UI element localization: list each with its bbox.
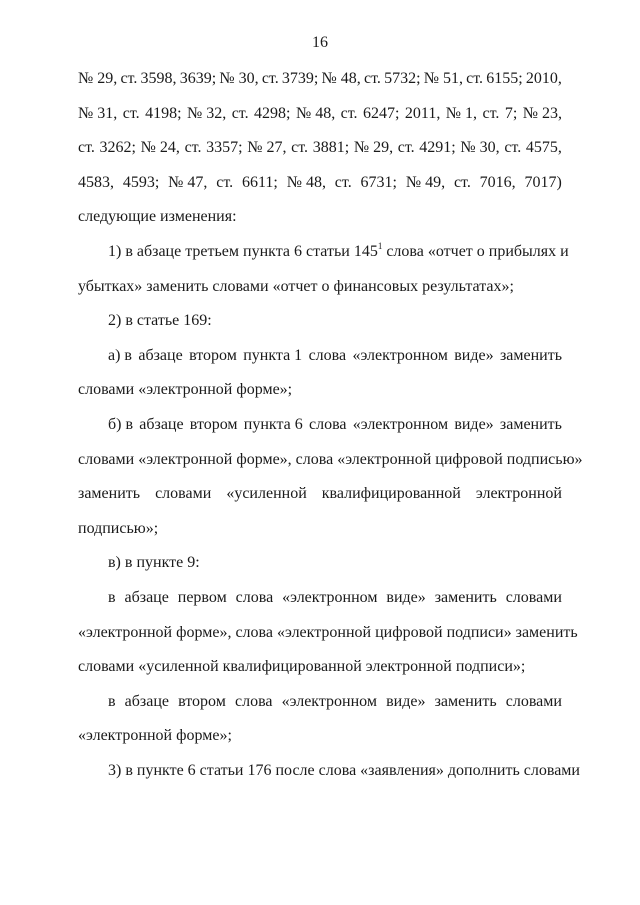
word: 4198; [145,104,182,122]
word: 4575, [525,139,562,157]
word: слова [308,346,347,364]
word: ст. [397,139,415,157]
word: б) в [108,415,134,433]
text-line: 2) в статье 169: [108,312,212,330]
word: 6731; [360,173,397,191]
word: 6247; [363,104,400,122]
document-body [78,68,583,794]
word: а) в [108,346,132,364]
word: «электронном [281,692,377,710]
word: словами [155,485,212,503]
word: 7; [504,104,518,122]
word: 3598, [140,70,177,87]
text-line: убытках» заменить словами «отчет о финансовых результатах»; [78,277,514,295]
word: ст. [291,139,309,157]
word: 4583, [78,173,114,191]
word: заменить [499,415,562,433]
word: № 32, [186,104,227,122]
text-line: словами «электронной форме», слова «электронной цифровой подписью» [78,450,583,468]
word: ст. [466,70,484,87]
word: абзаце [138,346,183,364]
word: ст. [504,139,522,157]
line-text: 1) в абзаце третьем пункта 6 статьи 145 [108,242,378,260]
word: ст. [261,70,279,87]
text-line [78,240,569,276]
word: № 31, [78,104,118,122]
word: № 51, [423,70,463,87]
word: № 48, [286,173,326,191]
word: ст. [340,104,358,122]
word: 7016, [479,173,516,191]
text-line [78,691,562,726]
word: пункта 6 [243,415,303,433]
text-line: словами «электронной форме»; [78,381,293,399]
word: 7017) [524,173,562,191]
word: втором [189,415,238,433]
word: словами [505,692,562,710]
word: заменить [78,485,141,503]
word: 6611; [241,173,278,191]
word: 4298; [254,104,291,122]
text-line [78,68,562,103]
text-line: 3) в пункте 6 статьи 176 после слова «заявления» дополнить словами [108,761,580,779]
superscript: 1 [377,240,383,251]
word: ст. [120,70,138,87]
word: 5732; [384,70,421,87]
word: № 29, [353,139,394,157]
word: ст. [216,173,234,191]
word: № 30, [460,139,500,157]
text-line [78,103,562,138]
word: пункта 1 [243,346,303,364]
word: 4291; [419,139,456,157]
line-text: слова «отчет о прибылях и [382,242,569,260]
word: 3739; [281,70,319,87]
word: № 48, [295,104,336,122]
word: ст. [78,139,95,157]
word: слова [234,692,273,710]
word: втором [178,692,226,710]
word: № 48, [321,70,361,87]
word: 3262; [99,139,136,157]
word: № 29, [78,70,118,87]
text-line: в) в пункте 9: [108,554,200,572]
word: 3881; [312,139,350,157]
text-line [78,137,562,172]
text-line: словами «усиленной квалифицированной электронной подписи»; [78,658,526,676]
text-line [78,587,562,622]
word: ст. [122,104,140,122]
word: № 23, [522,104,562,122]
word: «электронном [352,346,448,364]
word: № 49, [405,173,446,191]
word: 4593; [122,173,160,191]
text-line [78,172,562,207]
word: ст. [231,104,249,122]
word: 6155; [486,70,523,87]
word: «усиленной [226,485,307,503]
word: 2010, [525,70,562,87]
word: ст. [453,173,471,191]
word: № 1, [445,104,478,122]
word: ст. [184,139,202,157]
word: абзаце [139,415,184,433]
word: абзаце [124,588,169,606]
word: квалифицированной [321,485,461,503]
word: заменить [434,588,497,606]
word: № 47, [168,173,208,191]
word: ст. [334,173,352,191]
word: виде» [454,346,494,364]
word: словами [505,588,562,606]
word: № 27, [247,139,287,157]
text-line: подписью»; [78,519,159,537]
text-line: следующие изменения: [78,208,237,226]
text-line: «электронной форме»; [78,727,232,745]
page-number: 16 [312,34,328,51]
word: 3639; [179,70,217,87]
word: «электронном [282,588,378,606]
word: втором [189,346,237,364]
word: «электронном [352,415,449,433]
word: электронной [475,485,562,503]
word: абзаце [124,692,169,710]
word: в [108,588,116,606]
word: первом [177,588,227,606]
word: слова [235,588,274,606]
word: № 30, [219,70,259,87]
word: 3357; [206,139,243,157]
word: ст. [482,104,500,122]
word: виде» [386,588,426,606]
word: слова [308,415,347,433]
word: заменить [434,692,497,710]
text-line [78,345,562,380]
word: ст. [363,70,381,87]
word: № 24, [140,139,180,157]
word: в [108,692,116,710]
word: заменить [499,346,562,364]
word: 2011, [404,104,441,122]
text-line [78,414,562,449]
word: виде» [454,415,494,433]
word: виде» [386,692,426,710]
text-line [78,483,562,518]
text-line: «электронной форме», слова «электронной цифровой подписи» заменить [78,623,578,641]
